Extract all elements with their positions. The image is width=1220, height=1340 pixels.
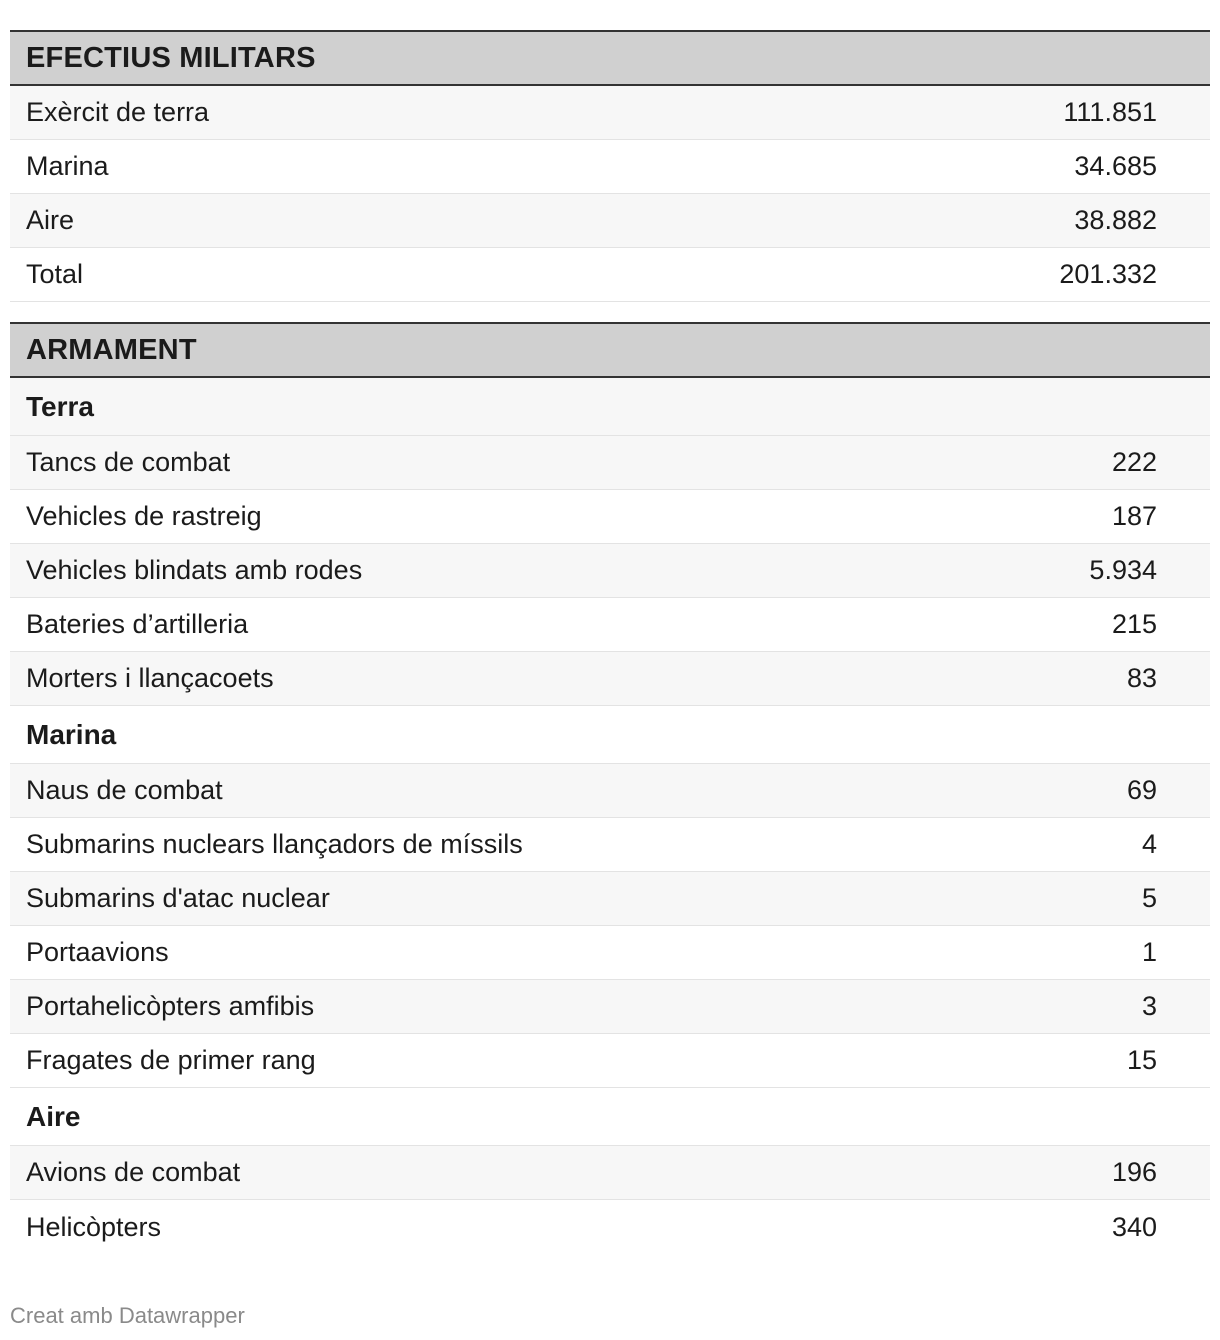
row-value: 83 bbox=[1126, 663, 1157, 693]
table-row bbox=[10, 86, 1210, 140]
row-value: 4 bbox=[1141, 829, 1157, 859]
row-label: Helicòpters bbox=[26, 1211, 162, 1242]
row-label: Aire bbox=[26, 205, 75, 235]
section-header-armament: ARMAMENT bbox=[10, 322, 1210, 378]
row-label: Submarins d'atac nuclear bbox=[26, 883, 330, 913]
row-label: Portahelicòpters amfibis bbox=[26, 991, 315, 1021]
table-row bbox=[10, 1146, 1210, 1200]
row-value: 5.934 bbox=[1089, 555, 1157, 585]
row-label: Vehicles de rastreig bbox=[26, 501, 262, 531]
row-value: 215 bbox=[1111, 609, 1157, 639]
row-label: Morters i llançacoets bbox=[26, 663, 274, 693]
row-label: Vehicles blindats amb rodes bbox=[26, 555, 363, 585]
group-label: Marina bbox=[26, 718, 117, 750]
table-row bbox=[10, 872, 1210, 926]
section-header-efectius: EFECTIUS MILITARS bbox=[10, 30, 1210, 86]
section-spacer bbox=[10, 302, 1210, 322]
row-value: 1 bbox=[1141, 937, 1157, 967]
table-row bbox=[10, 980, 1210, 1034]
datawrapper-credit[interactable]: Creat amb Datawrapper bbox=[10, 1303, 245, 1328]
row-value: 340 bbox=[1111, 1211, 1157, 1242]
row-value: 34.685 bbox=[1074, 151, 1157, 181]
row-value: 111.851 bbox=[1063, 97, 1157, 127]
row-value: 69 bbox=[1126, 775, 1157, 805]
row-value: 5 bbox=[1141, 883, 1157, 913]
table-row bbox=[10, 140, 1210, 194]
group-heading-aire bbox=[10, 1088, 1210, 1146]
row-value: 222 bbox=[1111, 447, 1157, 477]
table-row-total bbox=[10, 248, 1210, 302]
row-label: Submarins nuclears llançadors de míssils bbox=[26, 829, 523, 859]
row-label: Exèrcit de terra bbox=[26, 97, 210, 127]
group-label: Terra bbox=[26, 390, 94, 422]
row-value: 187 bbox=[1111, 501, 1157, 531]
row-value: 201.332 bbox=[1059, 259, 1157, 289]
table-row bbox=[10, 490, 1210, 544]
row-label: Bateries d’artilleria bbox=[26, 609, 249, 639]
row-label: Avions de combat bbox=[26, 1157, 241, 1187]
table-row bbox=[10, 598, 1210, 652]
row-label: Naus de combat bbox=[26, 775, 223, 805]
group-label: Aire bbox=[26, 1100, 81, 1132]
row-label: Portaavions bbox=[26, 937, 169, 967]
row-label: Fragates de primer rang bbox=[26, 1045, 316, 1075]
table-row bbox=[10, 818, 1210, 872]
table-row bbox=[10, 436, 1210, 490]
table-row bbox=[10, 194, 1210, 248]
row-value: 38.882 bbox=[1074, 205, 1157, 235]
row-label: Total bbox=[26, 259, 84, 289]
group-heading-terra bbox=[10, 378, 1210, 436]
table-row bbox=[10, 544, 1210, 598]
table-row bbox=[10, 926, 1210, 980]
row-label: Marina bbox=[26, 151, 109, 181]
row-value: 3 bbox=[1141, 991, 1157, 1021]
row-label: Tancs de combat bbox=[26, 447, 231, 477]
group-heading-marina bbox=[10, 706, 1210, 764]
table-row bbox=[10, 652, 1210, 706]
table-row bbox=[10, 1034, 1210, 1088]
row-value: 15 bbox=[1126, 1045, 1157, 1075]
data-table bbox=[10, 30, 1210, 1254]
row-value: 196 bbox=[1111, 1157, 1157, 1187]
table-row bbox=[10, 764, 1210, 818]
table-row bbox=[10, 1200, 1210, 1254]
